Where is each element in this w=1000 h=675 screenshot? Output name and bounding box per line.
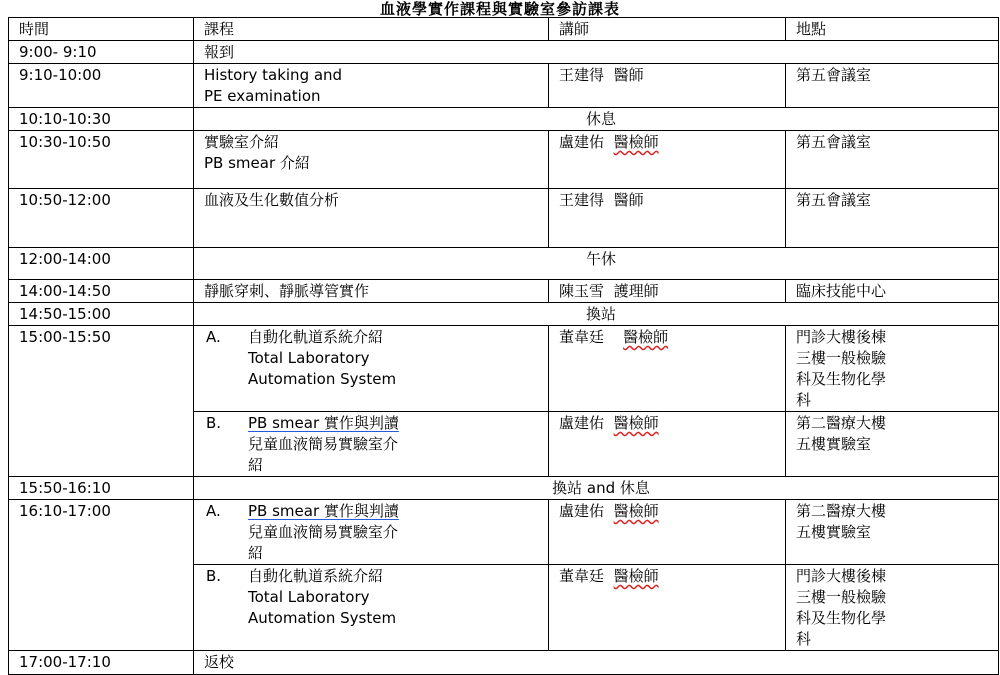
teacher-cell	[549, 280, 786, 303]
table-row	[9, 189, 999, 248]
time-cell: 10:30-10:50	[9, 131, 194, 189]
time-cell: 12:00-14:00	[9, 248, 194, 280]
teacher-cell	[549, 565, 786, 651]
course-line: B. 自動化軌道系統介紹	[206, 567, 384, 585]
table-row	[9, 248, 999, 280]
header-time: 時間	[9, 18, 194, 41]
teacher-name: 王建得	[559, 191, 605, 209]
schedule-table	[8, 17, 999, 675]
teacher-cell	[549, 64, 786, 108]
course-line: Total Laboratory	[248, 349, 370, 367]
course-cell	[194, 565, 549, 651]
course-line: Automation System	[248, 609, 397, 627]
table-row	[9, 326, 999, 412]
course-cell: 返校	[194, 651, 999, 675]
course-line: Total Laboratory	[248, 588, 370, 606]
table-row	[9, 131, 999, 189]
time-cell: 10:50-12:00	[9, 189, 194, 248]
time-cell: 14:50-15:00	[9, 303, 194, 326]
course-cell: 報到	[194, 41, 999, 64]
course-line: 兒童血液簡易實驗室介	[248, 523, 399, 541]
item-marker: B.	[206, 567, 222, 585]
course-cell: 靜脈穿刺、靜脈導管實作	[194, 280, 549, 303]
teacher-title: 醫檢師	[613, 502, 659, 520]
course-line: PE examination	[204, 87, 321, 105]
course-line: 實驗室介紹	[204, 133, 280, 151]
course-cell	[194, 500, 549, 565]
table-row	[9, 303, 999, 326]
teacher-title: 醫檢師	[613, 133, 659, 151]
time-cell: 14:00-14:50	[9, 280, 194, 303]
course-line: 兒童血液簡易實驗室介	[248, 435, 399, 453]
place-cell: 第五會議室	[786, 131, 999, 189]
item-marker: A.	[206, 328, 221, 346]
place-cell: 第五會議室	[786, 64, 999, 108]
teacher-cell	[549, 412, 786, 477]
teacher-title: 護理師	[613, 282, 659, 300]
teacher-name: 陳玉雪	[559, 282, 605, 300]
teacher-cell	[549, 326, 786, 412]
place-cell: 門診大樓後棟 三樓一般檢驗 科及生物化學 科	[786, 326, 999, 412]
course-line: A. 自動化軌道系統介紹	[206, 328, 384, 346]
time-cell: 9:10-10:00	[9, 64, 194, 108]
break-cell: 午休	[194, 248, 999, 280]
item-marker: B.	[206, 414, 222, 432]
course-cell	[194, 64, 549, 108]
place-cell: 門診大樓後棟 三樓一般檢驗 科及生物化學 科	[786, 565, 999, 651]
header-course: 課程	[194, 18, 549, 41]
course-cell	[194, 326, 549, 412]
course-line: 紹	[248, 544, 264, 562]
table-row	[9, 280, 999, 303]
teacher-title: 醫檢師	[613, 567, 659, 585]
course-cell	[194, 412, 549, 477]
time-cell: 16:10-17:00	[9, 500, 194, 651]
teacher-cell	[549, 131, 786, 189]
break-cell: 休息	[194, 108, 999, 131]
page-title: 血液學實作課程與實驗室參訪課表	[379, 0, 620, 18]
header-place: 地點	[786, 18, 999, 41]
course-line: History taking and	[204, 66, 343, 84]
teacher-name: 王建得	[559, 66, 605, 84]
time-cell: 17:00-17:10	[9, 651, 194, 675]
break-cell: 換站	[194, 303, 999, 326]
time-cell: 10:10-10:30	[9, 108, 194, 131]
table-row	[9, 500, 999, 565]
header-teacher: 講師	[549, 18, 786, 41]
teacher-title: 醫檢師	[613, 414, 659, 432]
time-cell: 15:50-16:10	[9, 477, 194, 500]
time-cell: 15:00-15:50	[9, 326, 194, 477]
item-marker: A.	[206, 502, 221, 520]
time-cell: 9:00- 9:10	[9, 41, 194, 64]
course-line: 紹	[248, 456, 264, 474]
teacher-cell	[549, 189, 786, 248]
course-line: A. PB smear 實作與判讀	[206, 502, 399, 520]
teacher-name: 董韋廷	[559, 328, 605, 346]
teacher-title: 醫師	[613, 66, 644, 84]
course-line: B. PB smear 實作與判讀	[206, 414, 399, 432]
break-cell: 換站 and 休息	[194, 477, 999, 500]
teacher-cell	[549, 500, 786, 565]
teacher-name: 盧建佑	[559, 133, 605, 151]
teacher-title: 醫檢師	[623, 328, 669, 346]
course-line: Automation System	[248, 370, 397, 388]
course-line: PB smear 介紹	[204, 154, 310, 172]
course-cell: 血液及生化數值分析	[194, 189, 549, 248]
place-cell: 第二醫療大樓 五樓實驗室	[786, 500, 999, 565]
teacher-name: 盧建佑	[559, 502, 605, 520]
teacher-name: 盧建佑	[559, 414, 605, 432]
course-cell	[194, 131, 549, 189]
table-row	[9, 108, 999, 131]
table-row	[9, 477, 999, 500]
place-cell: 第二醫療大樓 五樓實驗室	[786, 412, 999, 477]
teacher-title: 醫師	[613, 191, 644, 209]
table-row	[9, 64, 999, 108]
place-cell: 臨床技能中心	[786, 280, 999, 303]
place-cell: 第五會議室	[786, 189, 999, 248]
header-row	[9, 18, 999, 41]
teacher-name: 董韋廷	[559, 567, 605, 585]
table-row	[9, 41, 999, 64]
table-row	[9, 651, 999, 675]
